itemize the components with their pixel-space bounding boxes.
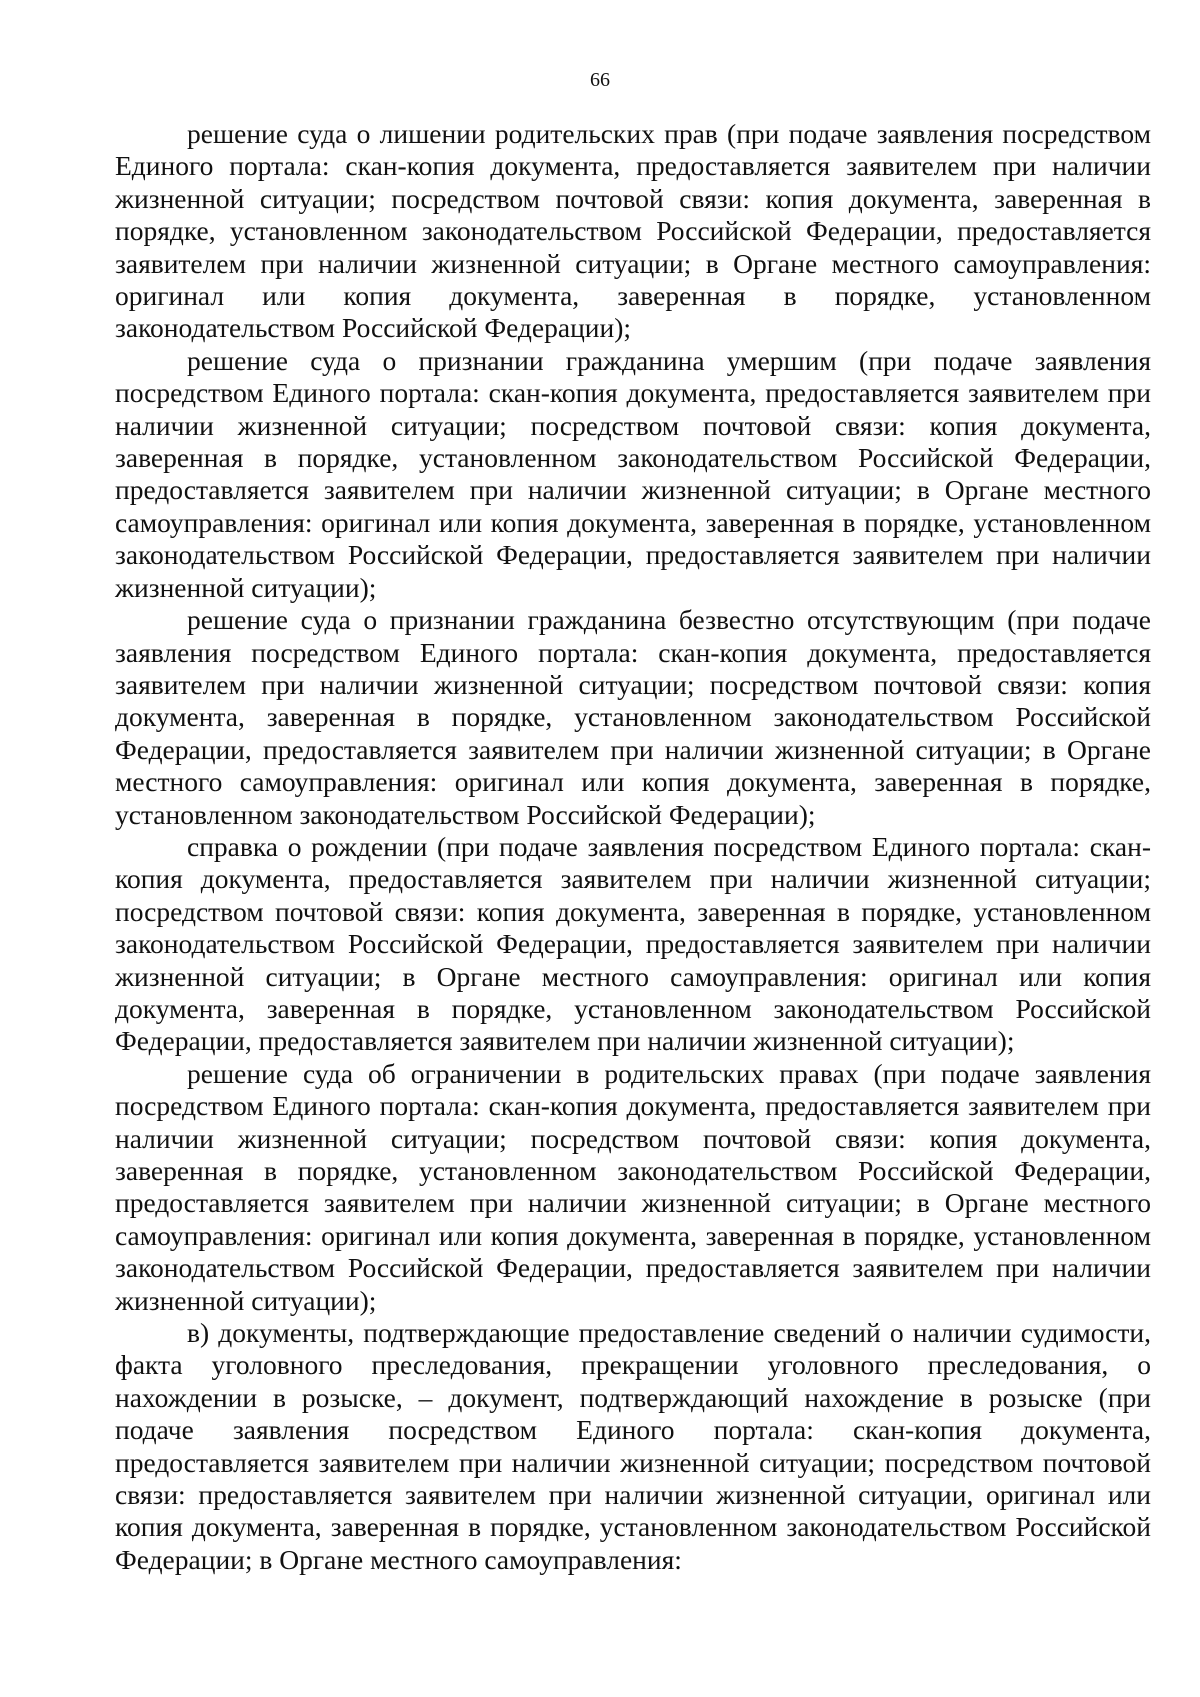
paragraph-birth-certificate: справка о рождении (при подаче заявления посредством Единого портала: скан-копия документа, предоставляется заявителем при наличии жизненной ситуации; посредством почтовой связи: копия документа, заверенная в порядке, установленном законодательством Российской Федерации, предоставляется заявителем при наличии жизненной ситуации; в Органе местного самоуправления: оригинал или копия документа, заверенная в порядке, установленном законодательством Российской Федерации, предоставляется заявителем при наличии жизненной ситуации); [115,830,1151,1057]
document-body [115,118,1151,1576]
paragraph-parental-rights-restriction: решение суда об ограничении в родительских правах (при подаче заявления посредством Единого портала: скан-копия документа, предоставляется заявителем при наличии жизненной ситуации; посредством почтовой связи: копия документа, заверенная в порядке, установленном законодательством Российской Федерации, предоставляется заявителем при наличии жизненной ситуации; в Органе местного самоуправления: оригинал или копия документа, заверенная в порядке, установленном законодательством Российской Федерации, предоставляется заявителем при наличии жизненной ситуации); [115,1057,1151,1316]
paragraph-declared-deceased: решение суда о признании гражданина умершим (при подаче заявления посредством Единого портала: скан-копия документа, предоставляется заявителем при наличии жизненной ситуации; посредством почтовой связи: копия документа, заверенная в порядке, установленном законодательством Российской Федерации, предоставляется заявителем при наличии жизненной ситуации; в Органе местного самоуправления: оригинал или копия документа, заверенная в порядке, установленном законодательством Российской Федерации, предоставляется заявителем при наличии жизненной ситуации); [115,344,1151,603]
paragraph-declared-missing: решение суда о признании гражданина безвестно отсутствующим (при подаче заявления посредством Единого портала: скан-копия документа, предоставляется заявителем при наличии жизненной ситуации; посредством почтовой связи: копия документа, заверенная в порядке, установленном законодательством Российской Федерации, предоставляется заявителем при наличии жизненной ситуации; в Органе местного самоуправления: оригинал или копия документа, заверенная в порядке, установленном законодательством Российской Федерации); [115,604,1151,830]
page-number: 66 [590,69,610,91]
paragraph-parental-rights-deprivation: решение суда о лишении родительских прав (при подаче заявления посредством Единого портала: скан-копия документа, предоставляется заявителем при наличии жизненной ситуации; посредством почтовой связи: копия документа, заверенная в порядке, установленном законодательством Российской Федерации, предоставляется заявителем при наличии жизненной ситуации; в Органе местного самоуправления: оригинал или копия документа, заверенная в порядке, установленном законодательством Российской Федерации); [115,118,1151,344]
paragraph-criminal-record-documents: в) документы, подтверждающие предоставление сведений о наличии судимости, факта уголовного преследования, прекращении уголовного преследования, о нахождении в розыске, – документ, подтверждающий нахождение в розыске (при подаче заявления посредством Единого портала: скан-копия документа, предоставляется заявителем при наличии жизненной ситуации; посредством почтовой связи: предоставляется заявителем при наличии жизненной ситуации, оригинал или копия документа, заверенная в порядке, установленном законодательством Российской Федерации; в Органе местного самоуправления: [115,1317,1151,1575]
